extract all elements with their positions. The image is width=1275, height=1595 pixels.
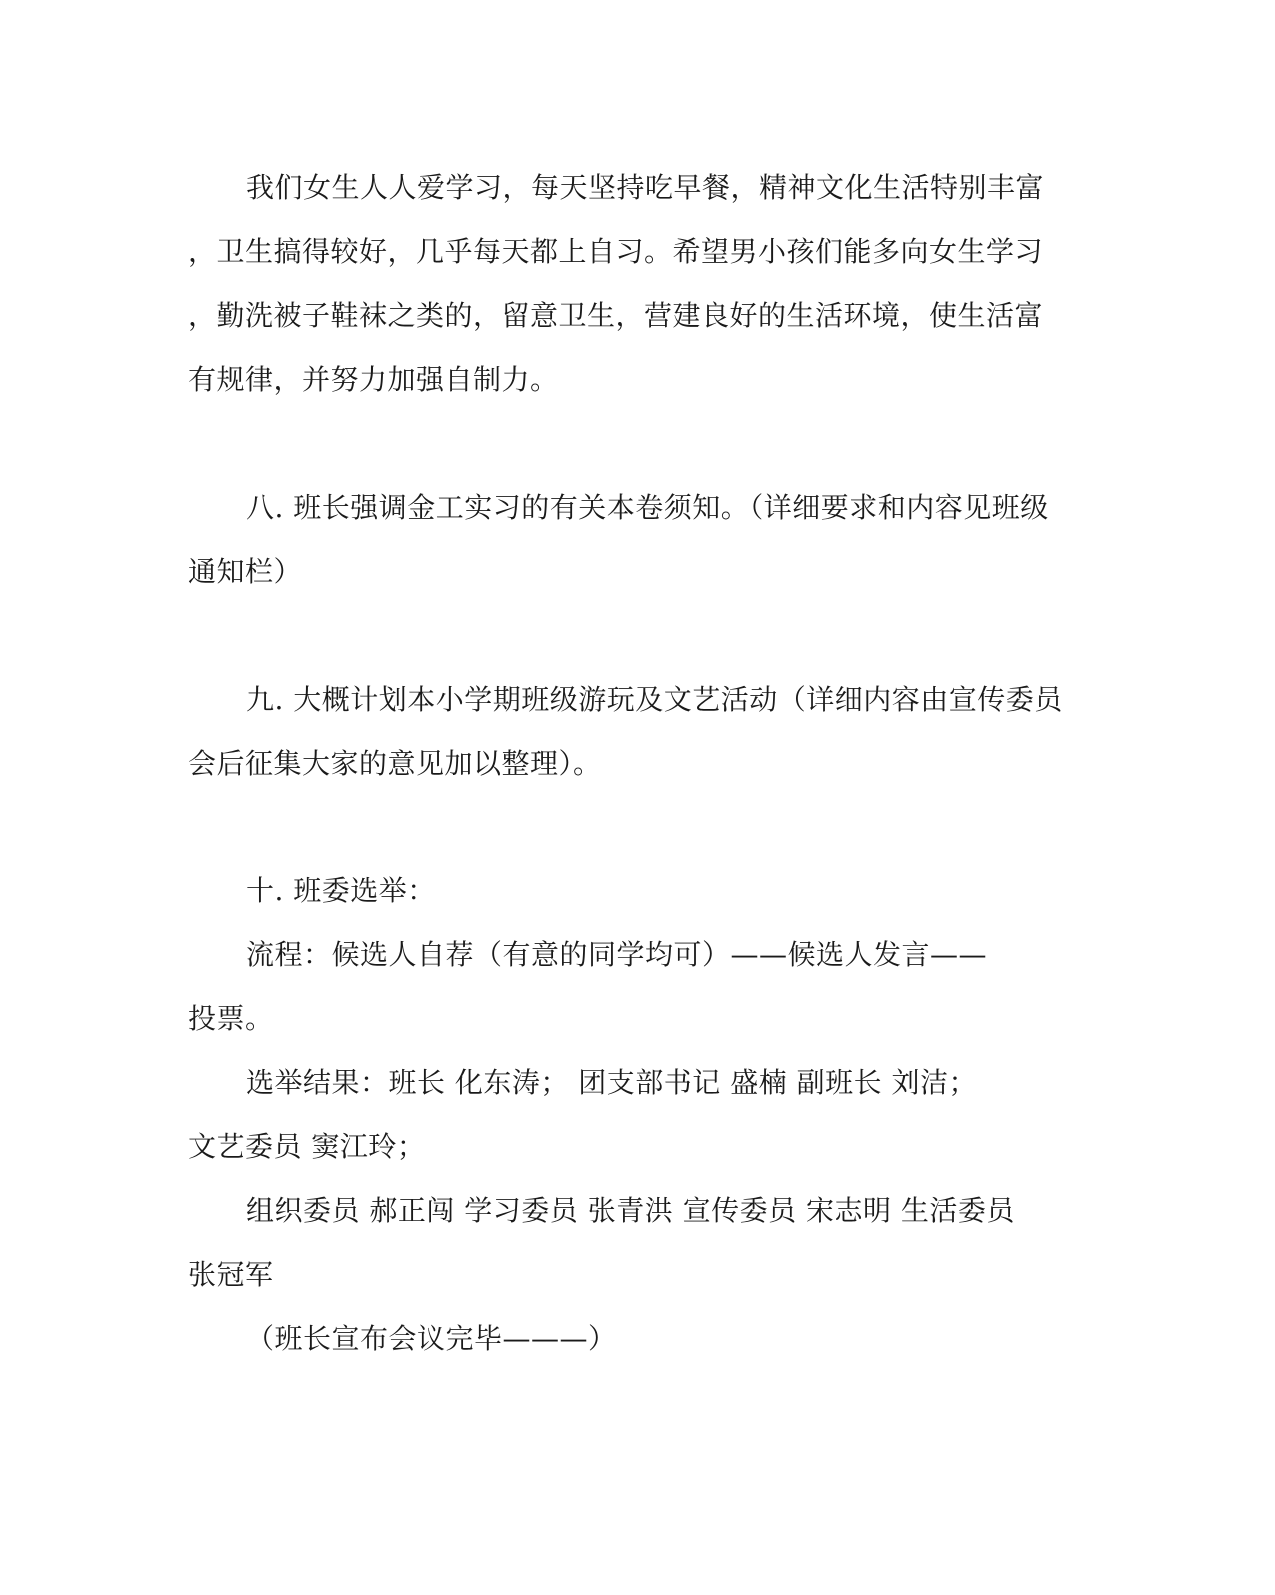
item-9-line-1: 九. 大概计划本小学期班级游玩及文艺活动（详细内容由宣传委员 (246, 683, 1063, 716)
paragraph-7-line-1: 我们女生人人爱学习，每天坚持吃早餐，精神文化生活特别丰富 (246, 171, 1045, 204)
paragraph-7-line-2: ，卫生搞得较好，几乎每天都上自习。希望男小孩们能多向女生学习 (188, 235, 1044, 268)
results-2-line-2: 张冠军 (188, 1258, 274, 1291)
results-line-1: 选举结果：班长 化东涛； 团支部书记 盛楠 副班长 刘洁； (246, 1066, 978, 1099)
results-2-line-1: 组织委员 郝正闯 学习委员 张青洪 宣传委员 宋志明 生活委员 (246, 1194, 1015, 1227)
item-8-line-2: 通知栏） (188, 555, 303, 588)
process-line-1: 流程：候选人自荐（有意的同学均可）——候选人发言—— (246, 938, 988, 971)
paragraph-7-line-3: ，勤洗被子鞋袜之类的，留意卫生，营建良好的生活环境，使生活富 (188, 299, 1044, 332)
item-9-line-2: 会后征集大家的意见加以整理）。 (188, 747, 602, 780)
item-10-title: 十. 班委选举： (246, 874, 436, 907)
paragraph-7-line-4: 有规律，并努力加强自制力。 (188, 363, 559, 396)
process-line-2: 投票。 (188, 1002, 274, 1035)
results-line-2: 文艺委员 窦江玲； (188, 1130, 426, 1163)
closing-line: （班长宣布会议完毕———） (246, 1322, 617, 1355)
item-8-line-1: 八. 班长强调金工实习的有关本卷须知。（详细要求和内容见班级 (246, 491, 1049, 524)
